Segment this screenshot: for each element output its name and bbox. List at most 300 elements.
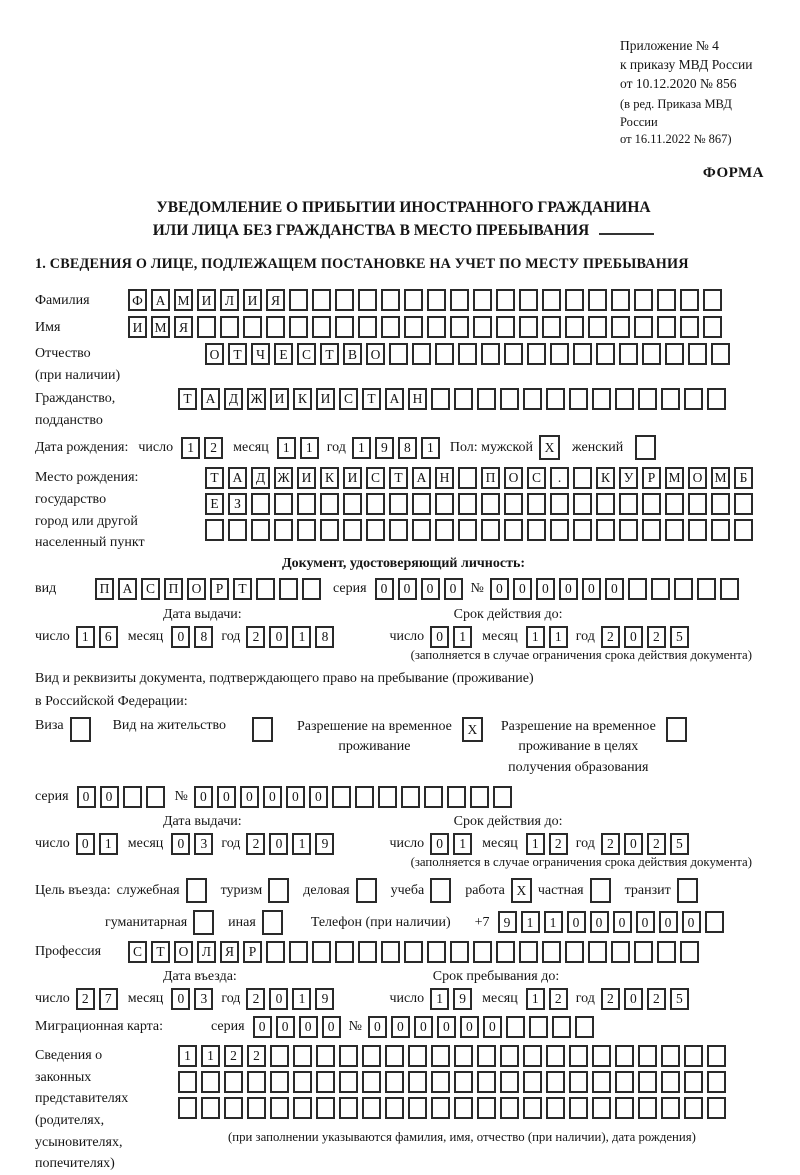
- char-cell[interactable]: [243, 316, 262, 338]
- char-cell[interactable]: [542, 289, 561, 311]
- char-cell[interactable]: З: [228, 493, 247, 515]
- purpose-transit-checkbox[interactable]: [677, 878, 698, 903]
- char-cell[interactable]: [674, 578, 693, 600]
- char-cell[interactable]: [688, 343, 707, 365]
- doc-issue-month[interactable]: [171, 626, 213, 648]
- char-cell[interactable]: 8: [398, 437, 417, 459]
- char-cell[interactable]: [339, 1097, 358, 1119]
- char-cell[interactable]: [247, 1071, 266, 1093]
- char-cell[interactable]: 0: [171, 626, 190, 648]
- char-cell[interactable]: Р: [210, 578, 229, 600]
- char-cell[interactable]: [431, 1045, 450, 1067]
- edu-permit-checkbox[interactable]: [666, 717, 687, 742]
- char-cell[interactable]: [274, 519, 293, 541]
- char-cell[interactable]: 0: [217, 786, 236, 808]
- char-cell[interactable]: [707, 1071, 726, 1093]
- char-cell[interactable]: [720, 578, 739, 600]
- char-cell[interactable]: [186, 878, 207, 903]
- char-cell[interactable]: [661, 1097, 680, 1119]
- char-cell[interactable]: [477, 1097, 496, 1119]
- temp-permit-checkbox[interactable]: [462, 717, 483, 742]
- purpose-work-checkbox[interactable]: [511, 878, 532, 903]
- char-cell[interactable]: 0: [567, 911, 586, 933]
- char-cell[interactable]: 0: [240, 786, 259, 808]
- char-cell[interactable]: [615, 1045, 634, 1067]
- char-cell[interactable]: С: [527, 467, 546, 489]
- char-cell[interactable]: 1: [526, 988, 545, 1010]
- char-cell[interactable]: К: [596, 467, 615, 489]
- char-cell[interactable]: 1: [453, 626, 472, 648]
- char-cell[interactable]: [680, 941, 699, 963]
- char-cell[interactable]: 5: [670, 626, 689, 648]
- char-cell[interactable]: 0: [76, 833, 95, 855]
- char-cell[interactable]: [707, 1045, 726, 1067]
- purpose-tourism-checkbox[interactable]: [268, 878, 289, 903]
- char-cell[interactable]: [546, 1045, 565, 1067]
- char-cell[interactable]: 0: [636, 911, 655, 933]
- char-cell[interactable]: С: [297, 343, 316, 365]
- char-cell[interactable]: 0: [299, 1016, 318, 1038]
- char-cell[interactable]: 0: [483, 1016, 502, 1038]
- char-cell[interactable]: [279, 578, 298, 600]
- char-cell[interactable]: [268, 878, 289, 903]
- char-cell[interactable]: 0: [613, 911, 632, 933]
- char-cell[interactable]: [596, 519, 615, 541]
- char-cell[interactable]: И: [316, 388, 335, 410]
- char-cell[interactable]: [385, 1045, 404, 1067]
- char-cell[interactable]: Я: [266, 289, 285, 311]
- char-cell[interactable]: [251, 519, 270, 541]
- char-cell[interactable]: [519, 289, 538, 311]
- char-cell[interactable]: [454, 1071, 473, 1093]
- purpose-private-checkbox[interactable]: [590, 878, 611, 903]
- char-cell[interactable]: А: [412, 467, 431, 489]
- char-cell[interactable]: [201, 1097, 220, 1119]
- char-cell[interactable]: 1: [526, 833, 545, 855]
- char-cell[interactable]: А: [151, 289, 170, 311]
- char-cell[interactable]: [500, 388, 519, 410]
- residence-issue-year[interactable]: [246, 833, 334, 855]
- char-cell[interactable]: [550, 343, 569, 365]
- char-cell[interactable]: [550, 519, 569, 541]
- char-cell[interactable]: 0: [171, 833, 190, 855]
- char-cell[interactable]: [638, 1045, 657, 1067]
- sex-female-checkbox[interactable]: [635, 435, 656, 460]
- char-cell[interactable]: [201, 1071, 220, 1093]
- char-cell[interactable]: [178, 1097, 197, 1119]
- char-cell[interactable]: [565, 316, 584, 338]
- char-cell[interactable]: [703, 316, 722, 338]
- char-cell[interactable]: [677, 878, 698, 903]
- char-cell[interactable]: [358, 316, 377, 338]
- char-cell[interactable]: 0: [286, 786, 305, 808]
- char-cell[interactable]: Б: [734, 467, 753, 489]
- char-cell[interactable]: 0: [437, 1016, 456, 1038]
- char-cell[interactable]: [592, 1045, 611, 1067]
- char-cell[interactable]: [270, 1045, 289, 1067]
- char-cell[interactable]: [661, 388, 680, 410]
- profession-boxes[interactable]: [128, 941, 699, 963]
- char-cell[interactable]: 0: [582, 578, 601, 600]
- char-cell[interactable]: [458, 343, 477, 365]
- char-cell[interactable]: [634, 941, 653, 963]
- char-cell[interactable]: 0: [490, 578, 509, 600]
- char-cell[interactable]: Т: [362, 388, 381, 410]
- char-cell[interactable]: [266, 316, 285, 338]
- char-cell[interactable]: [401, 786, 420, 808]
- char-cell[interactable]: [552, 1016, 571, 1038]
- patronymic-boxes[interactable]: [205, 343, 730, 365]
- char-cell[interactable]: [435, 519, 454, 541]
- char-cell[interactable]: [546, 1071, 565, 1093]
- char-cell[interactable]: [592, 1097, 611, 1119]
- char-cell[interactable]: [424, 786, 443, 808]
- char-cell[interactable]: А: [385, 388, 404, 410]
- char-cell[interactable]: [205, 519, 224, 541]
- char-cell[interactable]: [481, 493, 500, 515]
- char-cell[interactable]: [412, 493, 431, 515]
- char-cell[interactable]: [366, 493, 385, 515]
- char-cell[interactable]: [592, 388, 611, 410]
- char-cell[interactable]: [703, 289, 722, 311]
- char-cell[interactable]: [404, 289, 423, 311]
- char-cell[interactable]: [596, 343, 615, 365]
- char-cell[interactable]: [404, 316, 423, 338]
- char-cell[interactable]: [356, 878, 377, 903]
- char-cell[interactable]: [588, 316, 607, 338]
- char-cell[interactable]: 0: [414, 1016, 433, 1038]
- char-cell[interactable]: [657, 941, 676, 963]
- char-cell[interactable]: А: [201, 388, 220, 410]
- char-cell[interactable]: 9: [375, 437, 394, 459]
- char-cell[interactable]: Е: [274, 343, 293, 365]
- char-cell[interactable]: 2: [647, 988, 666, 1010]
- char-cell[interactable]: [500, 1045, 519, 1067]
- char-cell[interactable]: [493, 786, 512, 808]
- char-cell[interactable]: А: [228, 467, 247, 489]
- char-cell[interactable]: [385, 1071, 404, 1093]
- char-cell[interactable]: [519, 316, 538, 338]
- doc-issue-year[interactable]: [246, 626, 334, 648]
- char-cell[interactable]: [224, 1071, 243, 1093]
- char-cell[interactable]: [684, 1071, 703, 1093]
- char-cell[interactable]: И: [270, 388, 289, 410]
- char-cell[interactable]: [573, 467, 592, 489]
- char-cell[interactable]: Т: [205, 467, 224, 489]
- char-cell[interactable]: 0: [263, 786, 282, 808]
- char-cell[interactable]: Д: [251, 467, 270, 489]
- residence-number-boxes[interactable]: [194, 786, 512, 808]
- char-cell[interactable]: Ж: [274, 467, 293, 489]
- char-cell[interactable]: [661, 1071, 680, 1093]
- char-cell[interactable]: [615, 388, 634, 410]
- char-cell[interactable]: [408, 1071, 427, 1093]
- char-cell[interactable]: Ф: [128, 289, 147, 311]
- char-cell[interactable]: [381, 316, 400, 338]
- char-cell[interactable]: [389, 493, 408, 515]
- char-cell[interactable]: Н: [408, 388, 427, 410]
- char-cell[interactable]: [316, 1071, 335, 1093]
- char-cell[interactable]: [320, 493, 339, 515]
- char-cell[interactable]: О: [205, 343, 224, 365]
- char-cell[interactable]: [302, 578, 321, 600]
- char-cell[interactable]: X: [511, 878, 532, 903]
- char-cell[interactable]: [412, 519, 431, 541]
- char-cell[interactable]: [711, 343, 730, 365]
- char-cell[interactable]: [569, 1071, 588, 1093]
- char-cell[interactable]: [450, 289, 469, 311]
- char-cell[interactable]: [289, 289, 308, 311]
- char-cell[interactable]: [527, 519, 546, 541]
- char-cell[interactable]: М: [711, 467, 730, 489]
- birth-day-boxes[interactable]: [181, 437, 223, 459]
- birthplace-boxes-row3[interactable]: [205, 519, 753, 541]
- char-cell[interactable]: С: [128, 941, 147, 963]
- char-cell[interactable]: [638, 388, 657, 410]
- char-cell[interactable]: [431, 1071, 450, 1093]
- char-cell[interactable]: 2: [204, 437, 223, 459]
- sex-male-checkbox[interactable]: [539, 435, 560, 460]
- char-cell[interactable]: [389, 343, 408, 365]
- char-cell[interactable]: 0: [375, 578, 394, 600]
- char-cell[interactable]: И: [128, 316, 147, 338]
- char-cell[interactable]: [293, 1045, 312, 1067]
- phone-boxes[interactable]: [498, 911, 724, 933]
- char-cell[interactable]: 0: [559, 578, 578, 600]
- char-cell[interactable]: Л: [220, 289, 239, 311]
- char-cell[interactable]: [355, 786, 374, 808]
- char-cell[interactable]: [289, 941, 308, 963]
- char-cell[interactable]: 0: [460, 1016, 479, 1038]
- char-cell[interactable]: [529, 1016, 548, 1038]
- char-cell[interactable]: Ч: [251, 343, 270, 365]
- char-cell[interactable]: 0: [590, 911, 609, 933]
- char-cell[interactable]: X: [539, 435, 560, 460]
- char-cell[interactable]: 1: [300, 437, 319, 459]
- char-cell[interactable]: [454, 1097, 473, 1119]
- char-cell[interactable]: [385, 1097, 404, 1119]
- char-cell[interactable]: С: [141, 578, 160, 600]
- char-cell[interactable]: [523, 1097, 542, 1119]
- char-cell[interactable]: 0: [624, 833, 643, 855]
- char-cell[interactable]: [366, 519, 385, 541]
- char-cell[interactable]: [575, 1016, 594, 1038]
- purpose-study-checkbox[interactable]: [430, 878, 451, 903]
- char-cell[interactable]: 0: [513, 578, 532, 600]
- char-cell[interactable]: [611, 289, 630, 311]
- char-cell[interactable]: 1: [292, 833, 311, 855]
- char-cell[interactable]: 0: [659, 911, 678, 933]
- char-cell[interactable]: [705, 911, 724, 933]
- char-cell[interactable]: [427, 316, 446, 338]
- char-cell[interactable]: [680, 316, 699, 338]
- char-cell[interactable]: [343, 519, 362, 541]
- char-cell[interactable]: Т: [228, 343, 247, 365]
- char-cell[interactable]: [665, 519, 684, 541]
- char-cell[interactable]: [569, 1097, 588, 1119]
- char-cell[interactable]: [707, 388, 726, 410]
- char-cell[interactable]: [523, 1071, 542, 1093]
- char-cell[interactable]: 0: [276, 1016, 295, 1038]
- char-cell[interactable]: 1: [178, 1045, 197, 1067]
- char-cell[interactable]: 1: [430, 988, 449, 1010]
- stay-month[interactable]: [526, 988, 568, 1010]
- char-cell[interactable]: В: [343, 343, 362, 365]
- char-cell[interactable]: [477, 388, 496, 410]
- char-cell[interactable]: [688, 519, 707, 541]
- given-name-boxes[interactable]: [128, 316, 722, 338]
- char-cell[interactable]: [477, 1045, 496, 1067]
- char-cell[interactable]: [335, 316, 354, 338]
- char-cell[interactable]: [381, 941, 400, 963]
- char-cell[interactable]: [504, 493, 523, 515]
- char-cell[interactable]: [504, 519, 523, 541]
- char-cell[interactable]: Н: [435, 467, 454, 489]
- char-cell[interactable]: Т: [320, 343, 339, 365]
- char-cell[interactable]: [496, 289, 515, 311]
- char-cell[interactable]: О: [187, 578, 206, 600]
- char-cell[interactable]: 9: [453, 988, 472, 1010]
- char-cell[interactable]: [339, 1045, 358, 1067]
- char-cell[interactable]: 2: [247, 1045, 266, 1067]
- char-cell[interactable]: [496, 316, 515, 338]
- char-cell[interactable]: [450, 316, 469, 338]
- birthplace-boxes-row2[interactable]: [205, 493, 753, 515]
- char-cell[interactable]: [651, 578, 670, 600]
- char-cell[interactable]: [389, 519, 408, 541]
- char-cell[interactable]: [335, 289, 354, 311]
- char-cell[interactable]: 1: [421, 437, 440, 459]
- char-cell[interactable]: [496, 941, 515, 963]
- char-cell[interactable]: М: [665, 467, 684, 489]
- char-cell[interactable]: [657, 316, 676, 338]
- stay-year[interactable]: [601, 988, 689, 1010]
- char-cell[interactable]: 6: [99, 626, 118, 648]
- residence-valid-month[interactable]: [526, 833, 568, 855]
- char-cell[interactable]: 0: [171, 988, 190, 1010]
- char-cell[interactable]: 8: [315, 626, 334, 648]
- char-cell[interactable]: 0: [269, 626, 288, 648]
- char-cell[interactable]: 0: [194, 786, 213, 808]
- char-cell[interactable]: О: [366, 343, 385, 365]
- residence-issue-day[interactable]: [76, 833, 118, 855]
- birthplace-boxes-row1[interactable]: [205, 467, 753, 489]
- char-cell[interactable]: 0: [421, 578, 440, 600]
- char-cell[interactable]: [266, 941, 285, 963]
- char-cell[interactable]: 0: [77, 786, 96, 808]
- char-cell[interactable]: [542, 316, 561, 338]
- char-cell[interactable]: П: [164, 578, 183, 600]
- char-cell[interactable]: С: [339, 388, 358, 410]
- char-cell[interactable]: 5: [670, 833, 689, 855]
- char-cell[interactable]: О: [504, 467, 523, 489]
- char-cell[interactable]: [343, 493, 362, 515]
- char-cell[interactable]: 1: [201, 1045, 220, 1067]
- char-cell[interactable]: [427, 941, 446, 963]
- purpose-business-checkbox[interactable]: [356, 878, 377, 903]
- char-cell[interactable]: Д: [224, 388, 243, 410]
- char-cell[interactable]: [504, 343, 523, 365]
- char-cell[interactable]: [447, 786, 466, 808]
- char-cell[interactable]: [550, 493, 569, 515]
- char-cell[interactable]: 2: [601, 833, 620, 855]
- char-cell[interactable]: 1: [292, 988, 311, 1010]
- char-cell[interactable]: [635, 435, 656, 460]
- char-cell[interactable]: [588, 289, 607, 311]
- char-cell[interactable]: [193, 910, 214, 935]
- char-cell[interactable]: [596, 493, 615, 515]
- legal-reps-boxes-row1[interactable]: [178, 1045, 726, 1067]
- purpose-humanitarian-checkbox[interactable]: [193, 910, 214, 935]
- char-cell[interactable]: [458, 467, 477, 489]
- char-cell[interactable]: [412, 343, 431, 365]
- residence-series-boxes[interactable]: [77, 786, 165, 808]
- char-cell[interactable]: [573, 493, 592, 515]
- residence-valid-year[interactable]: [601, 833, 689, 855]
- char-cell[interactable]: Е: [205, 493, 224, 515]
- char-cell[interactable]: [523, 388, 542, 410]
- char-cell[interactable]: 0: [309, 786, 328, 808]
- char-cell[interactable]: 1: [549, 626, 568, 648]
- char-cell[interactable]: [454, 1045, 473, 1067]
- doc-type-boxes[interactable]: [95, 578, 321, 600]
- char-cell[interactable]: Р: [243, 941, 262, 963]
- char-cell[interactable]: [293, 1071, 312, 1093]
- char-cell[interactable]: 1: [277, 437, 296, 459]
- visa-checkbox[interactable]: [70, 717, 91, 742]
- char-cell[interactable]: 2: [246, 833, 265, 855]
- char-cell[interactable]: 3: [194, 833, 213, 855]
- char-cell[interactable]: 0: [368, 1016, 387, 1038]
- char-cell[interactable]: 2: [647, 833, 666, 855]
- char-cell[interactable]: С: [366, 467, 385, 489]
- legal-reps-boxes-row3[interactable]: [178, 1097, 726, 1119]
- char-cell[interactable]: [362, 1097, 381, 1119]
- char-cell[interactable]: [339, 1071, 358, 1093]
- char-cell[interactable]: 0: [253, 1016, 272, 1038]
- char-cell[interactable]: [611, 941, 630, 963]
- char-cell[interactable]: [569, 1045, 588, 1067]
- char-cell[interactable]: [431, 388, 450, 410]
- char-cell[interactable]: [289, 316, 308, 338]
- char-cell[interactable]: 0: [322, 1016, 341, 1038]
- char-cell[interactable]: 0: [536, 578, 555, 600]
- char-cell[interactable]: [588, 941, 607, 963]
- char-cell[interactable]: Ж: [247, 388, 266, 410]
- char-cell[interactable]: 1: [292, 626, 311, 648]
- char-cell[interactable]: [256, 578, 275, 600]
- char-cell[interactable]: .: [550, 467, 569, 489]
- char-cell[interactable]: [707, 1097, 726, 1119]
- doc-valid-day[interactable]: [430, 626, 472, 648]
- char-cell[interactable]: [642, 519, 661, 541]
- char-cell[interactable]: [642, 493, 661, 515]
- char-cell[interactable]: [458, 493, 477, 515]
- char-cell[interactable]: 2: [224, 1045, 243, 1067]
- char-cell[interactable]: [335, 941, 354, 963]
- char-cell[interactable]: 2: [601, 626, 620, 648]
- char-cell[interactable]: [657, 289, 676, 311]
- char-cell[interactable]: 0: [398, 578, 417, 600]
- char-cell[interactable]: Р: [642, 467, 661, 489]
- citizenship-boxes[interactable]: [178, 388, 726, 410]
- char-cell[interactable]: [680, 289, 699, 311]
- char-cell[interactable]: М: [174, 289, 193, 311]
- char-cell[interactable]: [527, 493, 546, 515]
- birth-year-boxes[interactable]: [352, 437, 440, 459]
- doc-valid-year[interactable]: [601, 626, 689, 648]
- char-cell[interactable]: [527, 343, 546, 365]
